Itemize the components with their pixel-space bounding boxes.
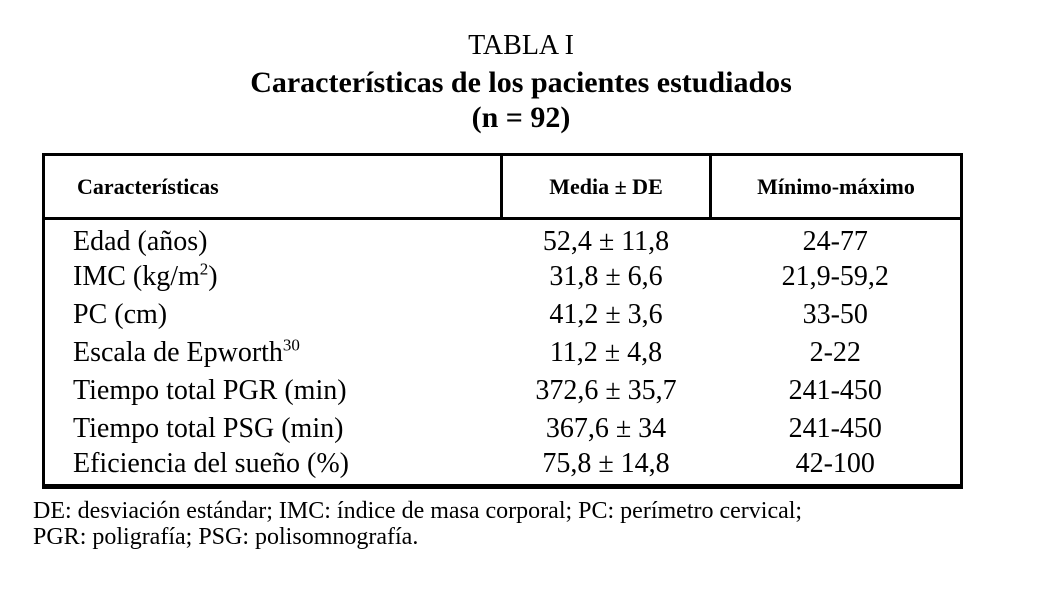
table-footnote (33, 498, 1023, 550)
header-row (44, 155, 962, 219)
table-title: Características de los pacientes estudiados (250, 66, 792, 99)
table-header (44, 155, 962, 219)
row-media: 31,8 ± 6,6 (549, 261, 663, 292)
sample-size: (n = 92) (471, 101, 571, 134)
row-label: IMC $(kg/m^2)$ (73, 259, 218, 292)
row-range: 42-100 (795, 448, 875, 479)
row-label: PC (cm) (73, 299, 168, 330)
row-label: Eficiencia del sueño (%) (73, 448, 349, 479)
row-media: 41,2 ± 3,6 (549, 299, 663, 330)
table-row (44, 258, 962, 296)
row-media: 75,8 ± 14,8 (542, 448, 670, 479)
row-media: 52,4 ± 11,8 (542, 226, 670, 257)
table-body (44, 219, 962, 487)
row-range: 241-450 (788, 375, 882, 406)
row-label: Edad (años) (73, 226, 208, 257)
row-label: Tiempo total PSG (min) (73, 413, 344, 444)
table-row (44, 219, 962, 259)
row-media: 367,6 ± 34 (545, 413, 667, 444)
row-range: 33-50 (802, 299, 868, 330)
row-media: 11,2 ± 4,8 (549, 337, 663, 368)
table-row (44, 372, 962, 410)
table-title-block (0, 0, 1042, 135)
row-range: 2-22 (809, 337, 861, 368)
characteristics-table (42, 153, 963, 489)
row-media: 372,6 ± 35,7 (535, 375, 677, 406)
row-label: Tiempo total PGR (min) (73, 375, 347, 406)
row-range: 24-77 (802, 226, 868, 257)
row-label: Escala de Epworth$^{30}$ (73, 335, 300, 368)
table-row (44, 334, 962, 372)
table-row (44, 448, 962, 487)
footnote-line-2: PGR: poligrafía; PSG: polisomnografía. (33, 524, 419, 550)
header-minimo-maximo: Mínimo-máximo (711, 155, 962, 219)
table-row (44, 296, 962, 334)
row-range: 241-450 (788, 413, 882, 444)
footnote-line-1: DE: desviación estándar; IMC: índice de masa corporal; PC: perímetro cervical; (33, 498, 803, 524)
header-caracteristicas: Características (44, 155, 502, 219)
table-row (44, 410, 962, 448)
row-range: 21,9-59,2 (781, 261, 889, 292)
table-number-heading: TABLA I (468, 30, 574, 61)
header-media-de: Media ± DE (502, 155, 711, 219)
